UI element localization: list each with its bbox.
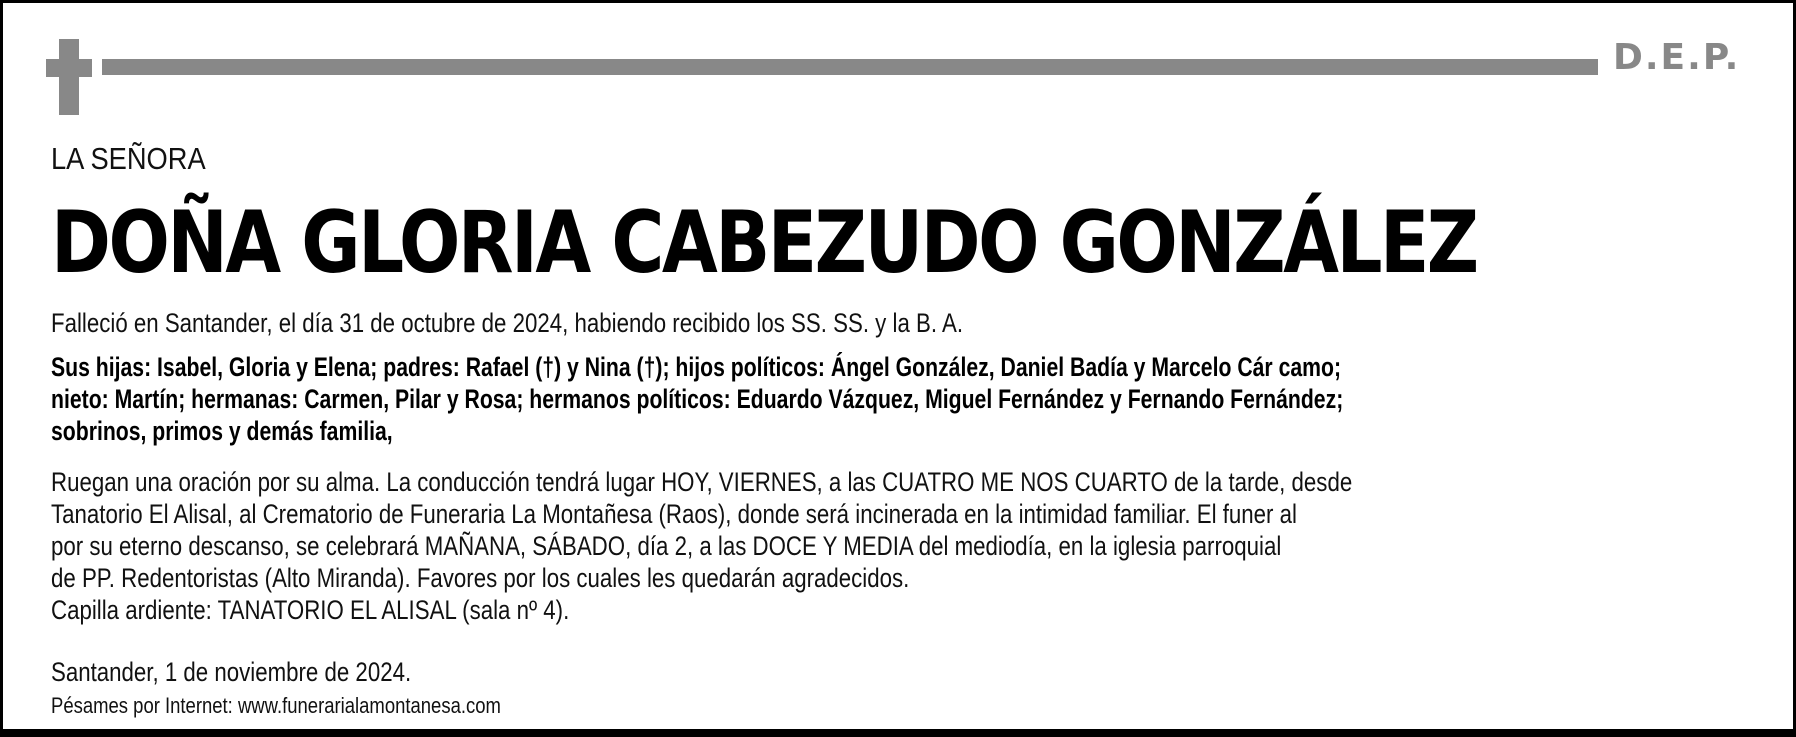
condolences-link[interactable]: Pésames por Internet: www.funerarialamontanesa.com [51,693,501,718]
body-line: Tanatorio El Alisal, al Crematorio de Funeraria La Montañesa (Raos), donde será incinerada en la intimidad familiar. El funer al [51,499,1297,529]
family-line: sobrinos, primos y demás familia, [51,416,393,446]
header-rule [102,59,1598,75]
deceased-name: DOÑA GLORIA CABEZUDO GONZÁLEZ [51,193,1477,293]
cross-icon [59,39,79,115]
place-date: Santander, 1 de noviembre de 2024. [51,657,412,687]
dep-label: D.E.P. [1613,37,1741,78]
cross-icon-bar [46,59,92,77]
body-line: de PP. Redentoristas (Alto Miranda). Favores por los cuales les quedarán agradecidos. [51,563,910,593]
title-prefix: LA SEÑORA [51,141,206,176]
death-notice: Falleció en Santander, el día 31 de octubre de 2024, habiendo recibido los SS. SS. y la B. A. [51,308,964,338]
body-line: Ruegan una oración por su alma. La conducción tendrá lugar HOY, VIERNES, a las CUATRO ME NOS CUARTO de la tarde, desde [51,467,1353,497]
family-line: nieto: Martín; hermanas: Carmen, Pilar y Rosa; hermanos políticos: Eduardo Vázquez, Miguel Fernández y Fernando Fernández; [51,384,1344,414]
body-line: por su eterno descanso, se celebrará MAÑANA, SÁBADO, día 2, a las DOCE Y MEDIA del mediodía, en la iglesia parroquial [51,531,1282,561]
family-line: Sus hijas: Isabel, Gloria y Elena; padres: Rafael (†) y Nina (†); hijos políticos: Ángel González, Daniel Badía y Marcelo Cár camo; [51,352,1342,382]
body-line: Capilla ardiente: TANATORIO EL ALISAL (sala nº 4). [51,595,570,625]
